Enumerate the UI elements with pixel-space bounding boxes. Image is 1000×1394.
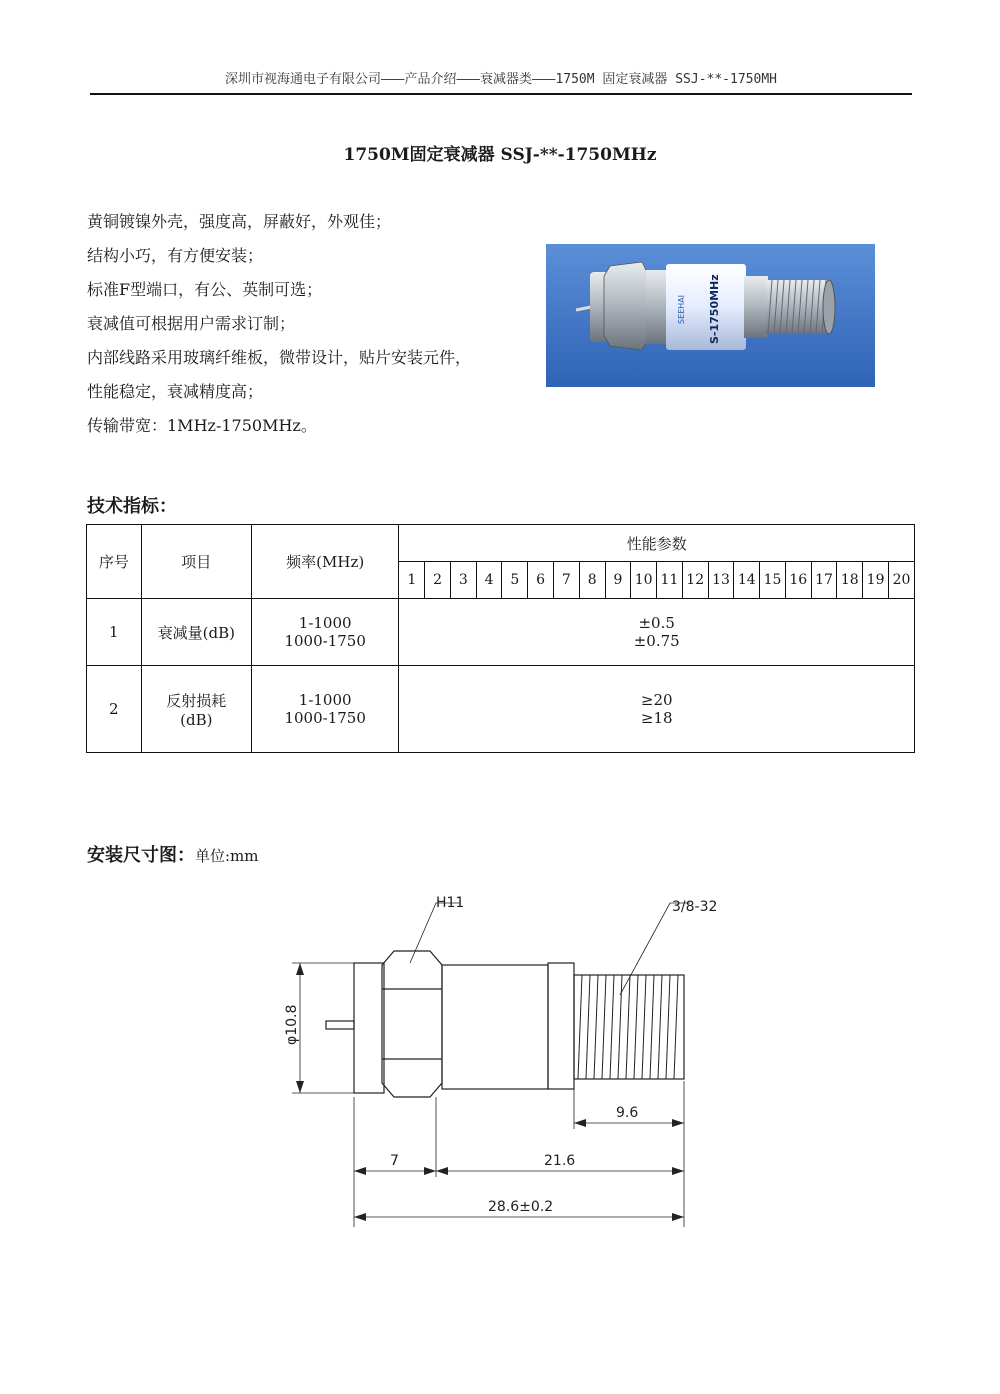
product-photo [546,244,875,387]
row-index: 1 [87,599,142,666]
spec-section-title: 技术指标： [87,496,177,517]
perf-column-number: 12 [682,562,708,599]
perf-column-number: 11 [657,562,683,599]
perf-column-number: 2 [425,562,451,599]
pin [326,1021,354,1029]
photo-body [646,270,668,344]
dimension-unit: 单位:mm [195,847,259,865]
feature-list [87,208,471,446]
feature-item: 标准F型端口，有公、英制可选； [87,280,323,299]
page-header-breadcrumb: 深圳市视海通电子有限公司———产品介绍———衰减器类———1750M 固定衰减器 SSJ-**-1750MH [225,72,777,87]
feature-item: 内部线路采用玻璃纤维板，微带设计，贴片安装元件， [87,348,472,367]
total-length-label: 28.6±0.2 [488,1199,554,1215]
thread-leader [620,903,690,995]
row-freq-line: 1000-1750 [284,632,366,650]
feature-item: 性能稳定，衰减精度高； [87,382,264,401]
hex-leader [410,903,460,963]
photo-model-text: S-1750MHz [708,274,721,344]
row-value-line: ±0.75 [633,632,680,650]
arrow [354,1213,366,1221]
arrow [672,1167,684,1175]
dimension-section-title [87,841,259,867]
arrow [574,1119,586,1127]
arrow [354,1167,366,1175]
perf-column-number: 9 [605,562,631,599]
perf-column-number: 7 [554,562,580,599]
perf-column-number: 1 [399,562,425,599]
perf-column-number: 15 [760,562,786,599]
front-collar [548,963,574,1089]
perf-column-number: 6 [528,562,554,599]
photo-end-face [823,280,835,334]
body [442,965,548,1089]
feature-item: 结构小巧，有方便安装； [87,246,264,265]
row-freq-line: 1000-1750 [284,709,366,727]
arrow [672,1119,684,1127]
spec-table [86,524,915,753]
product-title: 1750M固定衰减器 SSJ-**-1750MHz [343,145,657,165]
photo-hex-nut [604,262,648,350]
perf-column-number: 5 [502,562,528,599]
thread-label: 3/8-32 [672,899,718,915]
row-freq [251,599,398,666]
header-item: 项目 [141,525,251,599]
rear-plate [354,963,384,1093]
feature-item: 黄铜镀镍外壳，强度高，屏蔽好，外观佳； [87,212,392,231]
dimension-section-label: 安装尺寸图： [87,845,195,866]
perf-column-number: 4 [476,562,502,599]
row-freq [251,666,398,753]
perf-column-number: 13 [708,562,734,599]
row-item [141,599,251,666]
arrow [424,1167,436,1175]
arrow [296,1081,304,1093]
row-item [141,666,251,753]
row-item-line: (dB) [180,710,213,729]
photo-front-collar [744,276,768,338]
row-value [399,666,915,753]
perf-column-number: 3 [450,562,476,599]
row-value-line: ≥18 [640,709,673,727]
thread-lines [578,975,678,1079]
perf-column-number: 20 [888,562,914,599]
table-row [87,666,915,753]
table-row [87,599,915,666]
photo-brand-text: SEEHAI [677,294,686,324]
feature-item: 衰减值可根据用户需求订制； [87,314,296,333]
header-divider [90,93,912,95]
perf-column-number: 16 [785,562,811,599]
body-length-label: 21.6 [544,1153,576,1169]
hex-nut [382,951,442,1097]
arrow [672,1213,684,1221]
row-freq-line: 1-1000 [298,614,352,632]
arrow [296,963,304,975]
perf-column-number: 17 [811,562,837,599]
perf-column-number: 8 [579,562,605,599]
row-value-line: ≥20 [640,691,673,709]
perf-column-number: 18 [837,562,863,599]
thread-length-label: 9.6 [616,1105,639,1121]
row-item-line: 反射损耗 [166,691,227,710]
perf-column-number: 19 [863,562,889,599]
perf-column-number: 10 [631,562,657,599]
diameter-label: φ10.8 [284,1004,300,1045]
row-value [399,599,915,666]
feature-item: 传输带宽：1MHz-1750MHz。 [87,416,317,435]
header-perf: 性能参数 [399,525,915,562]
hex-label: H11 [436,895,465,911]
arrow [436,1167,448,1175]
dimension-drawing [270,885,750,1245]
photo-threaded-end [766,280,828,334]
header-freq: 频率(MHz) [251,525,398,599]
row-value-line: ±0.5 [638,614,675,632]
row-index: 2 [87,666,142,753]
row-item-line: 衰减量(dB) [157,623,235,642]
perf-column-number: 14 [734,562,760,599]
hex-length-label: 7 [390,1153,399,1169]
row-freq-line: 1-1000 [298,691,352,709]
header-index: 序号 [87,525,142,599]
